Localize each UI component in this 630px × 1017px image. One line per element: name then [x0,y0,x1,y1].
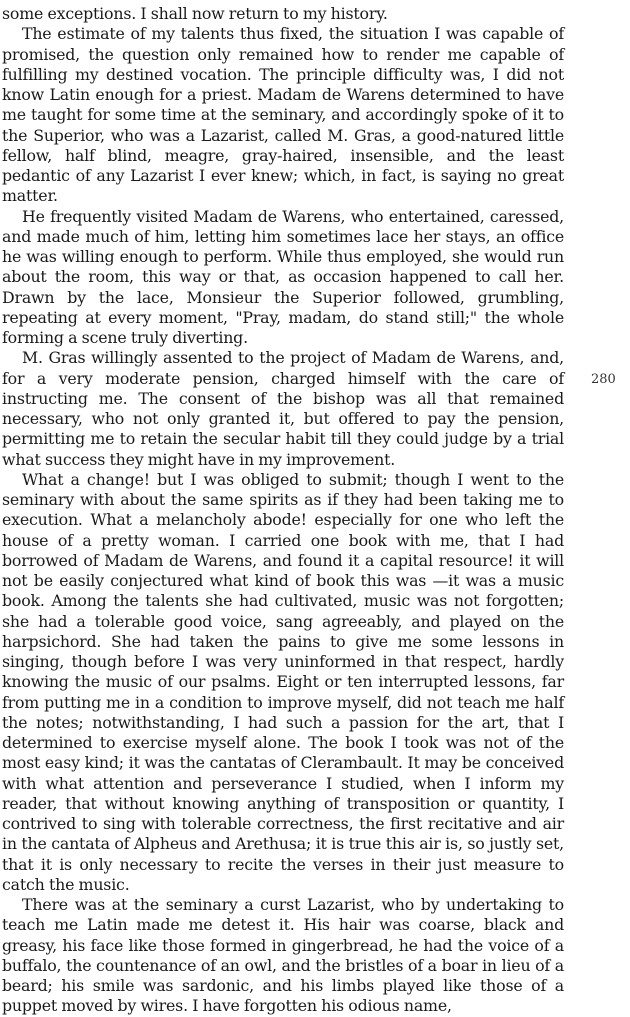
page-number: 280 [591,372,616,387]
paragraph-seminary-music: What a change! but I was obliged to submit; though I went to the seminary with about the same spirits as if they had been taking me to execution. What a melancholy abode! especially for one who left the house of a pretty woman. I carried one book with me, that I had borrowed of Madam de Warens, and found it a capital resource! it will not be easily conjectured what kind of book this was —it was a music book. Among the talents she had cultivated, music was not forgotten; she had a tolerable good voice, sang agreeably, and played on the harpsichord. She had taken the pains to give me some lessons in singing, though before I was very uninformed in that respect, hardly knowing the music of our psalms. Eight or ten interrupted lessons, far from putting me in a condition to improve myself, did not teach me half the notes; notwithstanding, I had such a passion for the art, that I determined to exercise myself alone. The book I took was not of the most easy kind; it was the cantatas of Clerambault. It may be conceived with what attention and perseverance I studied, when I inform my reader, that without knowing anything of transposition or quantity, I contrived to sing with tolerable correctness, the first recitative and air in the cantata of Alpheus and Arethusa; it is true this air is, so justly set, that it is only necessary to recite the verses in their just measure to catch the music. [2,469,564,894]
paragraph-superior-visits: He frequently visited Madam de Warens, who entertained, caressed, and made much of him, letting him sometimes lace her stays, an office he was willing enough to perform. While thus employed, she would run about the room, this way or that, as occasion happened to call her. Drawn by the lace, Monsieur the Superior followed, grumbling, repeating at every moment, "Pray, madam, do stand still;" the whole forming a scene truly diverting. [2,206,564,347]
paragraph-continuation: some exceptions. I shall now return to my history. [2,4,388,23]
paragraph-curst-lazarist: There was at the seminary a curst Lazarist, who by undertaking to teach me Latin made me detest it. His hair was coarse, black and greasy, his face like those formed in gingerbread, he had the voice of a buffalo, the countenance of an owl, and the bristles of a boar in lieu of a beard; his smile was sardonic, and his limbs played like those of a puppet moved by wires. I have forgotten his odious name, [2,895,564,1016]
paragraph-gras-assents: M. Gras willingly assented to the project of Madam de Warens, and, for a very moderate pension, charged himself with the care of instructing me. The consent of the bishop was all that remained necessary, who not only granted it, but offered to pay the pension, permitting me to retain the secular habit till they could judge by a trial what success they might have in my improvement. [2,348,564,469]
paragraph-talents-estimate: The estimate of my talents thus fixed, the situation I was capable of promised, the question only remained how to render me capable of fulfilling my destined vocation. The principle difficulty was, I did not know Latin enough for a priest. Madam de Warens determined to have me taught for some time at the seminary, and accordingly spoke of it to the Superior, who was a Lazarist, called M. Gras, a good-natured little fellow, half blind, meagre, gray-haired, insensible, and the least pedantic of any Lazarist I ever knew; which, in fact, is saying no great matter. [2,24,564,206]
body-text [2,4,564,1017]
